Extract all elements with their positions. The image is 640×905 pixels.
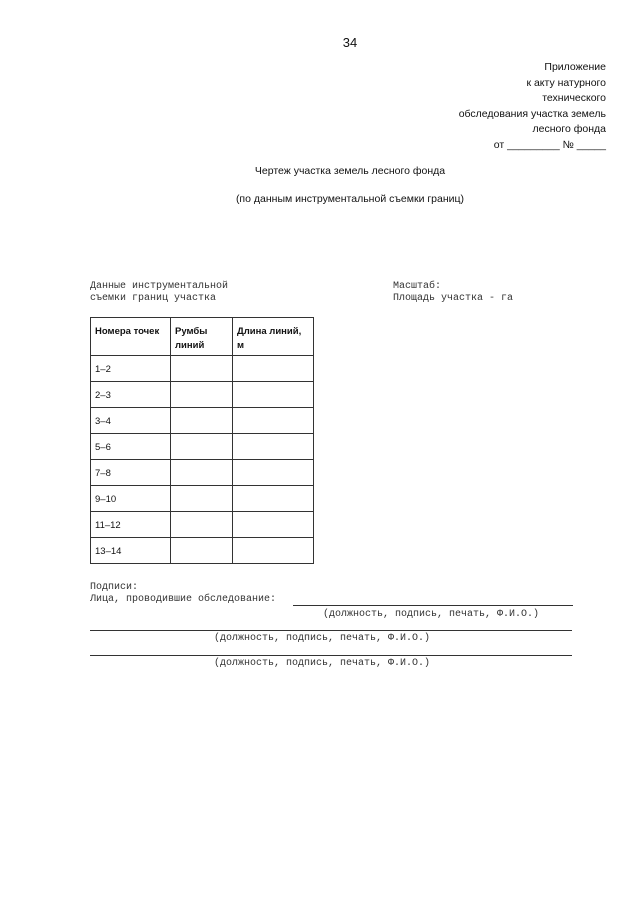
signature-hint: (должность, подпись, печать, Ф.И.О.) <box>214 658 431 669</box>
table-header-row <box>91 318 314 356</box>
appendix-line: Приложение <box>544 61 606 73</box>
appendix-line: обследования участка земель <box>458 107 606 120</box>
appendix-date-line: от _________ № _____ <box>493 138 606 151</box>
point-cell: 7–8 <box>91 460 171 486</box>
length-cell[interactable] <box>233 486 314 512</box>
appendix-line: к акту натурного <box>526 76 606 89</box>
caption-line: Данные инструментальной <box>90 281 229 292</box>
appendix-line: лесного фонда <box>532 123 606 135</box>
length-cell[interactable] <box>233 382 314 408</box>
appendix-block <box>459 60 606 153</box>
header-point-numbers: Номера точек <box>91 318 171 356</box>
page-number: 34 <box>342 35 358 50</box>
table-row <box>91 356 314 382</box>
signature-hint: (должность, подпись, печать, Ф.И.О.) <box>214 633 431 644</box>
bearing-cell[interactable] <box>171 538 233 564</box>
scale-area-caption <box>393 281 513 305</box>
signature-line[interactable] <box>90 655 572 656</box>
length-cell[interactable] <box>233 538 314 564</box>
signature-line[interactable] <box>293 605 573 606</box>
survey-points-table <box>90 317 314 564</box>
inspectors-label: Лица, проводившие обследование: <box>90 594 277 605</box>
table-row <box>91 434 314 460</box>
point-cell: 1–2 <box>91 356 171 382</box>
document-subtitle: (по данным инструментальной съемки границ) <box>235 193 465 205</box>
area-label: Площадь участка - га <box>393 293 514 304</box>
table-row <box>91 486 314 512</box>
point-cell: 9–10 <box>91 486 171 512</box>
length-cell[interactable] <box>233 408 314 434</box>
signature-hint: (должность, подпись, печать, Ф.И.О.) <box>323 609 540 620</box>
appendix-line: технического <box>542 92 606 104</box>
table-row <box>91 408 314 434</box>
bearing-cell[interactable] <box>171 356 233 382</box>
caption-line: съемки границ участка <box>90 293 217 304</box>
header-bearings: Румбы линий <box>171 318 233 356</box>
length-cell[interactable] <box>233 434 314 460</box>
table-row <box>91 512 314 538</box>
header-line-length: Длина линий, м <box>233 318 314 356</box>
document-title: Чертеж участка земель лесного фонда <box>254 165 446 177</box>
signatures-label: Подписи: <box>90 582 139 593</box>
table-row <box>91 382 314 408</box>
length-cell[interactable] <box>233 512 314 538</box>
length-cell[interactable] <box>233 460 314 486</box>
survey-data-caption <box>90 281 228 305</box>
point-cell: 5–6 <box>91 434 171 460</box>
signature-line[interactable] <box>90 630 572 631</box>
point-cell: 11–12 <box>91 512 171 538</box>
point-cell: 2–3 <box>91 382 171 408</box>
bearing-cell[interactable] <box>171 486 233 512</box>
point-cell: 3–4 <box>91 408 171 434</box>
scale-label: Масштаб: <box>393 281 442 292</box>
bearing-cell[interactable] <box>171 408 233 434</box>
bearing-cell[interactable] <box>171 434 233 460</box>
table-row <box>91 460 314 486</box>
bearing-cell[interactable] <box>171 382 233 408</box>
point-cell: 13–14 <box>91 538 171 564</box>
length-cell[interactable] <box>233 356 314 382</box>
table-row <box>91 538 314 564</box>
bearing-cell[interactable] <box>171 460 233 486</box>
bearing-cell[interactable] <box>171 512 233 538</box>
